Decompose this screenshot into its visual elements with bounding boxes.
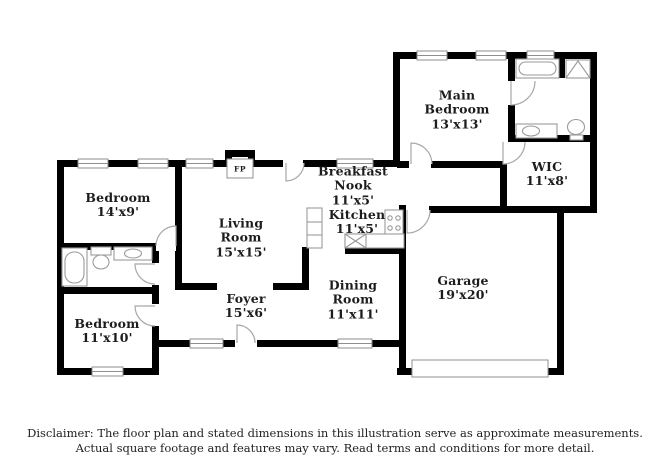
room-name: Kitchen: [328, 206, 386, 222]
fireplace-label: FP: [234, 164, 246, 174]
room-label-main-bedroom: [424, 89, 490, 132]
room-name: Bedroom: [74, 315, 140, 331]
door-back-patio: [286, 163, 304, 181]
room-label-bedroom-14x9: [78, 191, 158, 220]
room-name: Foyer: [226, 290, 266, 306]
sink-icon: [114, 247, 152, 260]
garage-door: [412, 360, 548, 377]
room-dims: 15'x6': [224, 305, 268, 320]
door-garage: [407, 210, 430, 233]
room-dims: 11'x5': [335, 221, 379, 236]
room-dims: 19'x20': [437, 287, 489, 302]
room-name: Main Bedroom: [424, 87, 490, 117]
room-name: Bedroom: [85, 189, 151, 205]
toilet-icon: [568, 120, 585, 141]
room-dims: 11'x5': [331, 192, 375, 208]
room-label-bedroom-11x10: [67, 317, 147, 346]
disclaimer-line-2: Actual square footage and features may vary. Read terms and conditions for more detail.: [75, 440, 595, 455]
room-label-wic: [512, 160, 582, 189]
shower-icon: [566, 60, 590, 78]
disclaimer-line-1: Disclaimer: The floor plan and stated dimensions in this illustration serve as approximate measurements.: [27, 426, 643, 440]
room-name: Breakfast Nook: [318, 163, 388, 193]
room-name: Living Room: [218, 215, 264, 245]
room-label-foyer: [216, 292, 276, 321]
room-label-kitchen: [320, 208, 394, 237]
room-dims: 11'x8': [525, 173, 569, 188]
door-front-entry: [237, 325, 255, 343]
room-dims: 13'x13': [431, 116, 483, 132]
bathtub-icon: [62, 248, 87, 286]
room-dims: 14'x9': [96, 204, 140, 219]
room-label-breakfast-nook: [316, 165, 390, 208]
room-label-living-room: [215, 217, 267, 260]
toilet-icon: [91, 247, 111, 269]
door-bedroom-14x9: [156, 226, 176, 246]
room-label-dining-room: [327, 279, 379, 322]
disclaimer: [20, 426, 650, 455]
sink-icon: [516, 124, 557, 138]
bathtub-icon: [516, 59, 559, 78]
door-main-bedroom: [411, 143, 432, 164]
door-main-bathroom: [511, 81, 535, 105]
door-hall-bathroom: [135, 264, 155, 284]
room-dims: 11'x11': [327, 306, 379, 322]
room-name: Dining Room: [328, 277, 378, 307]
room-label-garage: [423, 274, 503, 303]
room-dims: 15'x15': [215, 244, 267, 260]
room-dims: 11'x10': [81, 330, 133, 345]
room-name: Garage: [437, 272, 489, 288]
room-name: WIC: [531, 158, 563, 174]
